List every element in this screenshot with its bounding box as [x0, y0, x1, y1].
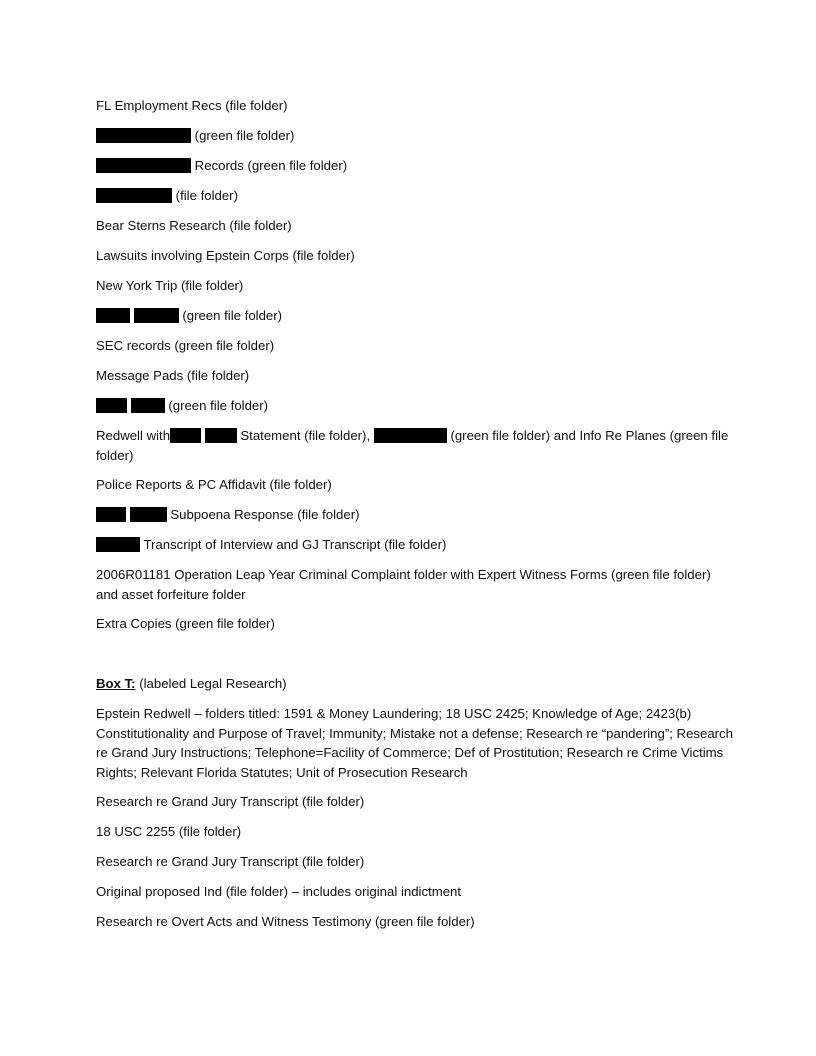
- entry-text: Redwell with: [96, 428, 171, 443]
- list-item: [96, 792, 364, 812]
- list-item: [96, 276, 243, 296]
- entry-text: FL Employment Recs (file folder): [96, 98, 288, 113]
- redaction-block: [170, 428, 201, 443]
- entry-text: New York Trip (file folder): [96, 278, 244, 293]
- list-item: [96, 126, 294, 146]
- redaction-block: [205, 428, 237, 443]
- entry-text: Records (green file folder): [194, 158, 348, 173]
- list-item: [96, 882, 461, 902]
- entry-text: Research re Grand Jury Transcript (file folder): [96, 854, 365, 869]
- entry-text: (green file folder): [182, 308, 283, 323]
- entry-text: Transcript of Interview and GJ Transcript (file folder): [143, 537, 447, 552]
- redaction-block: [96, 507, 126, 522]
- entry-text: (green file folder): [168, 398, 269, 413]
- entry-text: Message Pads (file folder): [96, 368, 250, 383]
- redaction-block: [96, 188, 172, 203]
- redaction-block: [96, 308, 130, 323]
- list-item: [96, 912, 475, 932]
- redaction-block: [134, 308, 179, 323]
- entry-text: Statement (file folder),: [240, 428, 371, 443]
- entry-text: Epstein Redwell – folders titled: 1591 & Money Laundering; 18 USC 2425; Knowledge of Age; 2423(b) Constitutionality and Purpose of Travel; Immunity; Mistake not a defense; Research re “pandering”; Research re Grand Jury Instructions; Telephone=Facility of Commerce; Def of Prostitution; Research re Crime Victims Rights; Relevant Florida Statutes; Unit of Prosecution Research: [96, 706, 733, 780]
- entry-text: Original proposed Ind (file folder) – includes original indictment: [96, 884, 462, 899]
- box-heading: [96, 674, 287, 694]
- redaction-block: [374, 428, 447, 443]
- list-item: [96, 246, 355, 266]
- redaction-block: [96, 128, 191, 143]
- list-item: [96, 822, 241, 842]
- entry-text: 18 USC 2255 (file folder): [96, 824, 242, 839]
- entry-text: (file folder): [175, 188, 238, 203]
- entry-text: Extra Copies (green file folder): [96, 616, 275, 631]
- list-item: [96, 565, 736, 604]
- list-item: [96, 475, 332, 495]
- redaction-block: [96, 537, 140, 552]
- list-item: [96, 336, 274, 356]
- list-item: [96, 704, 736, 782]
- entry-text: SEC records (green file folder): [96, 338, 275, 353]
- entry-text: Lawsuits involving Epstein Corps (file folder): [96, 248, 355, 263]
- list-item: [96, 614, 275, 634]
- redaction-block: [96, 158, 191, 173]
- list-item: [96, 396, 268, 416]
- entry-text: (green file folder): [194, 128, 295, 143]
- entry-text: Bear Sterns Research (file folder): [96, 218, 292, 233]
- list-item: [96, 426, 736, 465]
- box-label: Box T:: [96, 676, 136, 691]
- list-item: [96, 366, 249, 386]
- redaction-block: [131, 398, 165, 413]
- entry-text: Research re Grand Jury Transcript (file folder): [96, 794, 365, 809]
- entry-text: 2006R01181 Operation Leap Year Criminal Complaint folder with Expert Witness Forms (green file folder) and asset forfeiture folder: [96, 567, 711, 602]
- redaction-block: [130, 507, 167, 522]
- list-item: [96, 852, 364, 872]
- list-item: [96, 505, 359, 525]
- list-item: [96, 96, 288, 116]
- entry-text: (green file folder) and Info Re Planes (green file folder): [96, 428, 729, 463]
- list-item: [96, 216, 292, 236]
- list-item: [96, 306, 282, 326]
- entry-text: Subpoena Response (file folder): [170, 507, 360, 522]
- list-item: [96, 156, 347, 176]
- list-item: [96, 535, 446, 555]
- redaction-block: [96, 398, 127, 413]
- list-item: [96, 186, 238, 206]
- entry-text: Research re Overt Acts and Witness Testimony (green file folder): [96, 914, 475, 929]
- entry-text: Police Reports & PC Affidavit (file folder): [96, 477, 332, 492]
- box-description: (labeled Legal Research): [135, 676, 287, 691]
